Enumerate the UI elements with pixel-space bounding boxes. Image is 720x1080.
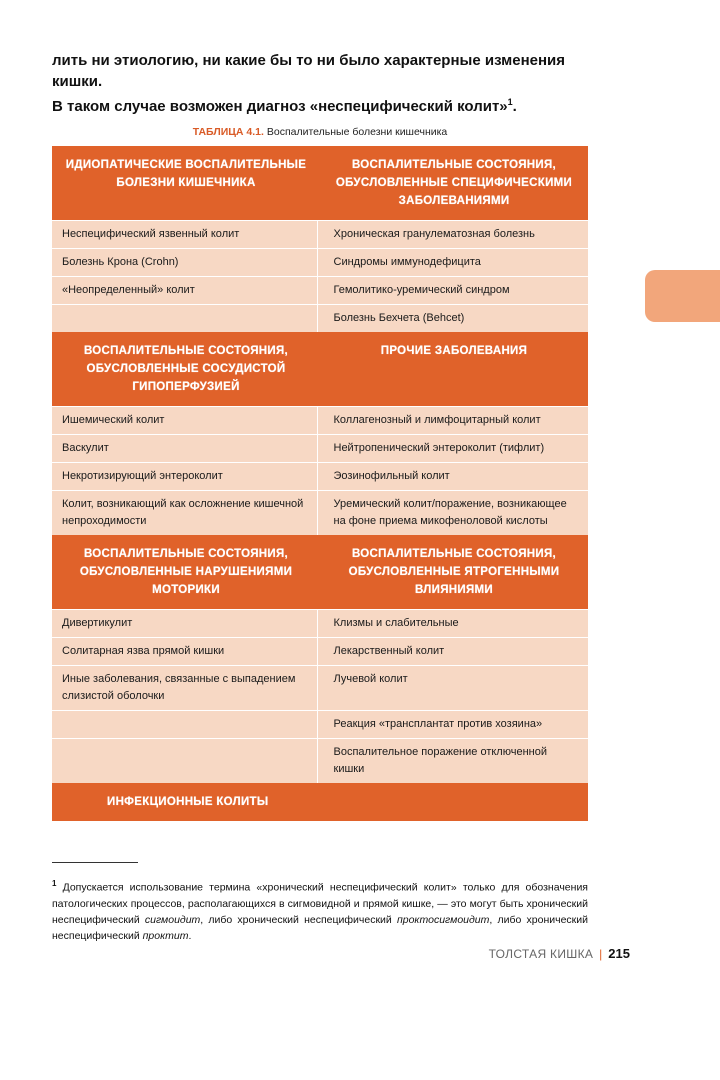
table-cell: Болезнь Бехчета (Behcet) (317, 305, 589, 332)
chapter-tab-marker (645, 270, 720, 322)
page-number: 215 (608, 946, 630, 961)
table-row (52, 738, 588, 783)
disease-table (52, 146, 588, 821)
section-header-cell (342, 783, 589, 821)
intro-line-2: В таком случае возможен диагноз «неспецифический колит»$^1$. (52, 97, 517, 115)
table-section-header (52, 332, 588, 406)
footer-separator: | (599, 947, 603, 961)
section-header-cell: ИНФЕКЦИОННЫЕ КОЛИТЫ (107, 796, 269, 808)
table-row (52, 434, 588, 462)
caption-text: Воспалительные болезни кишечника (263, 126, 448, 138)
table-cell: Болезнь Крона (Crohn) (62, 256, 179, 268)
intro-paragraph (52, 50, 612, 117)
footnote: $^1$ Допускается использование термина «хронический неспецифический колит» только для обозначения патологических процессов, располагающихся в сигмовидной и прямой кишке, — это могут быть хронический неспецифический сигмоидит, либо хронический неспецифический проктосигмоидит, либо хронический неспецифический проктит. (52, 879, 589, 942)
table-row (52, 637, 588, 665)
table-cell: Солитарная язва прямой кишки (62, 645, 225, 657)
table-row (52, 462, 588, 490)
footnote-ref: 1 (507, 97, 513, 107)
table-section-header (52, 535, 588, 609)
section-header-cell: ВОСПАЛИТЕЛЬНЫЕ СОСТОЯНИЯ, ОБУСЛОВЛЕННЫЕ ЯТРОГЕННЫМИ ВЛИЯНИЯМИ (348, 548, 560, 596)
table-row (52, 490, 588, 535)
table-caption (52, 126, 588, 138)
table-cell: Коллагенозный и лимфоцитарный колит (317, 407, 589, 434)
table-cell: Нейтропенический энтероколит (тифлит) (317, 435, 589, 462)
table-cell: Гемолитико-уремический синдром (317, 277, 589, 304)
running-section-title: ТОЛСТАЯ КИШКА (488, 947, 594, 961)
table-cell: Воспалительное поражение отключенной кишки (317, 739, 589, 783)
section-header-cell: ПРОЧИЕ ЗАБОЛЕВАНИЯ (380, 345, 528, 357)
section-header-cell: ВОСПАЛИТЕЛЬНЫЕ СОСТОЯНИЯ, ОБУСЛОВЛЕННЫЕ НАРУШЕНИЯМИ МОТОРИКИ (79, 548, 293, 596)
table-cell: Некротизирующий энтероколит (62, 470, 223, 482)
table-cell: Уремический колит/поражение, возникающее на фоне приема микофеноловой кислоты (317, 491, 589, 535)
intro-line-1: лить ни этиологию, ни какие бы то ни было характерные изменения кишки. (52, 52, 566, 90)
section-header-cell: ВОСПАЛИТЕЛЬНЫЕ СОСТОЯНИЯ, ОБУСЛОВЛЕННЫЕ СОСУДИСТОЙ ГИПОПЕРФУЗИЕЙ (83, 345, 289, 393)
table-row (52, 665, 588, 710)
table-cell: Лучевой колит (317, 666, 589, 710)
section-header-cell: ВОСПАЛИТЕЛЬНЫЕ СОСТОЯНИЯ, ОБУСЛОВЛЕННЫЕ СПЕЦИФИЧЕСКИМИ ЗАБОЛЕВАНИЯМИ (335, 159, 573, 207)
table-cell: Синдромы иммунодефицита (317, 249, 589, 276)
table-cell (52, 305, 317, 332)
table-row (52, 406, 588, 434)
table-cell: Иные заболевания, связанные с выпадением слизистой оболочки (62, 673, 296, 702)
caption-label: ТАБЛИЦА 4.1. (192, 126, 264, 138)
table-section-header (52, 783, 588, 821)
section-header-cell: ИДИОПАТИЧЕСКИЕ ВОСПАЛИТЕЛЬНЫЕ БОЛЕЗНИ КИШЕЧНИКА (65, 159, 307, 189)
table-row (52, 710, 588, 738)
table-row (52, 220, 588, 248)
footnote-mark: 1 (52, 879, 57, 888)
table-cell: Колит, возникающий как осложнение кишечной непроходимости (62, 498, 304, 527)
page-footer (440, 946, 630, 961)
table-cell: Неспецифический язвенный колит (62, 228, 240, 240)
table-row (52, 248, 588, 276)
table-row (52, 304, 588, 332)
table-cell (52, 739, 317, 783)
table-cell: Лекарственный колит (317, 638, 589, 665)
table-row (52, 276, 588, 304)
footnote-divider (52, 862, 138, 863)
table-cell: Дивертикулит (62, 617, 133, 629)
table-row (52, 609, 588, 637)
table-cell: Эозинофильный колит (317, 463, 589, 490)
table-cell: Реакция «трансплантат против хозяина» (317, 711, 589, 738)
table-cell: «Неопределенный» колит (62, 284, 195, 296)
table-cell: Клизмы и слабительные (317, 610, 589, 637)
table-cell: Хроническая гранулематозная болезнь (317, 221, 589, 248)
table-cell: Васкулит (62, 442, 109, 454)
table-cell (52, 711, 317, 738)
table-cell: Ишемический колит (62, 414, 165, 426)
table-section-header (52, 146, 588, 220)
